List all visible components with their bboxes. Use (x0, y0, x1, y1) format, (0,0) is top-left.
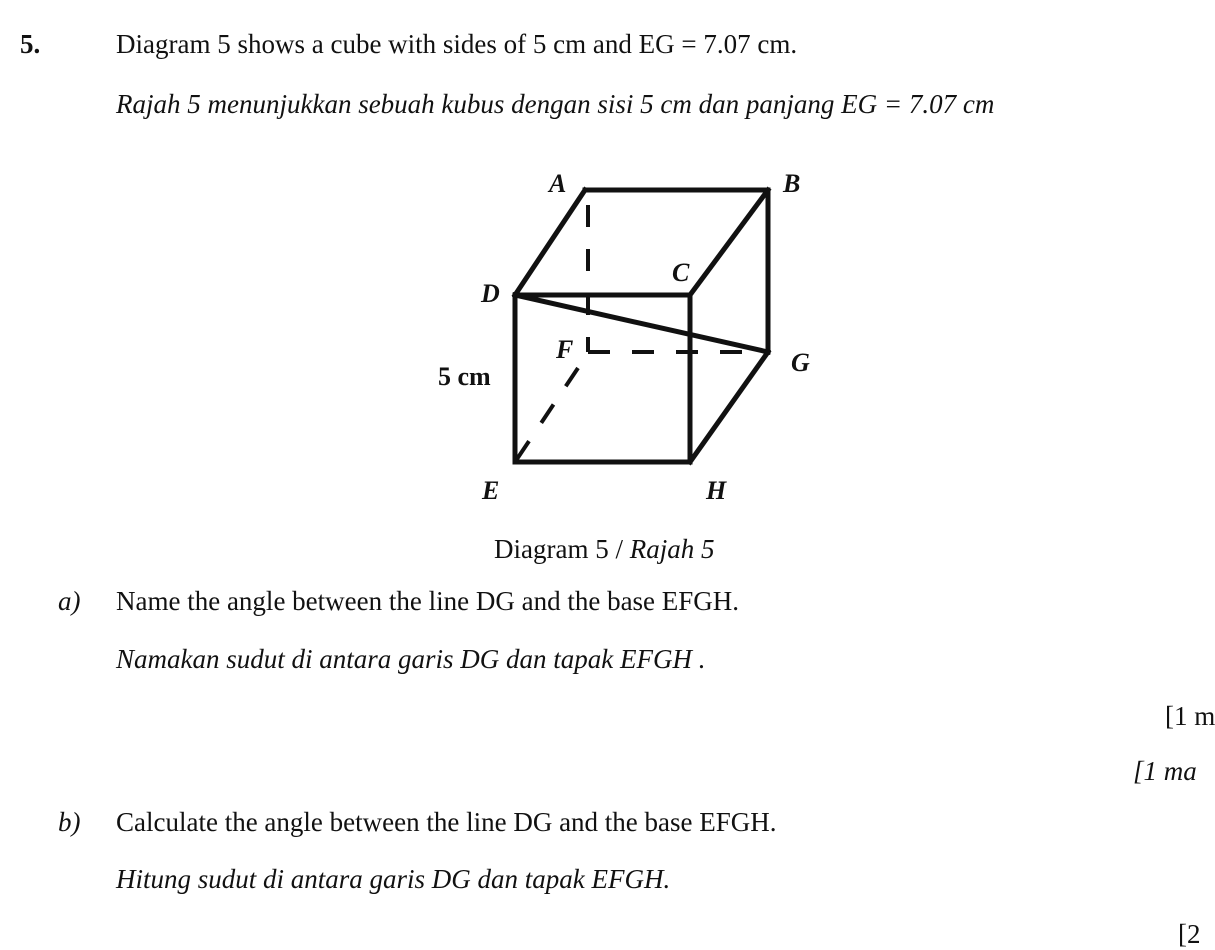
diagram-caption (494, 533, 714, 565)
label-a: A (549, 169, 567, 198)
question-stem-en: Diagram 5 shows a cube with sides of 5 cm and EG = 7.07 cm. (116, 29, 798, 59)
part-a-label: a) (58, 586, 81, 616)
line-dg (515, 295, 768, 352)
label-e: E (482, 476, 500, 505)
edge-bc (690, 190, 768, 295)
part-a-marks-en: [1 m (1165, 701, 1215, 731)
caption-en: Diagram 5 / (494, 534, 630, 564)
part-a-text-en: Name the angle between the line DG and the base EFGH. (116, 586, 740, 616)
part-b-label: b) (58, 807, 81, 837)
label-b: B (783, 169, 801, 198)
caption-ms: Rajah 5 (629, 534, 715, 564)
part-a-marks-ms: [1 ma (1133, 756, 1197, 786)
edge-gh (690, 352, 768, 462)
hidden-edge-fe (515, 368, 578, 462)
part-a-text-ms: Namakan sudut di antara garis DG dan tapak EFGH . (116, 644, 706, 674)
part-b-marks: [2 (1178, 919, 1201, 949)
part-b-text-en: Calculate the angle between the line DG and the base EFGH. (116, 807, 777, 837)
question-number: 5. (20, 29, 41, 59)
label-c: C (672, 258, 690, 287)
label-d: D (481, 279, 500, 308)
front-face (515, 295, 690, 462)
label-side: 5 cm (438, 362, 491, 391)
edge-ad (515, 190, 585, 295)
label-f: F (556, 335, 574, 364)
part-b-text-ms: Hitung sudut di antara garis DG dan tapak EFGH. (116, 864, 671, 894)
label-h: H (706, 476, 727, 505)
label-g: G (791, 348, 810, 377)
question-stem-ms: Rajah 5 menunjukkan sebuah kubus dengan sisi 5 cm dan panjang EG = 7.07 cm (116, 89, 995, 119)
